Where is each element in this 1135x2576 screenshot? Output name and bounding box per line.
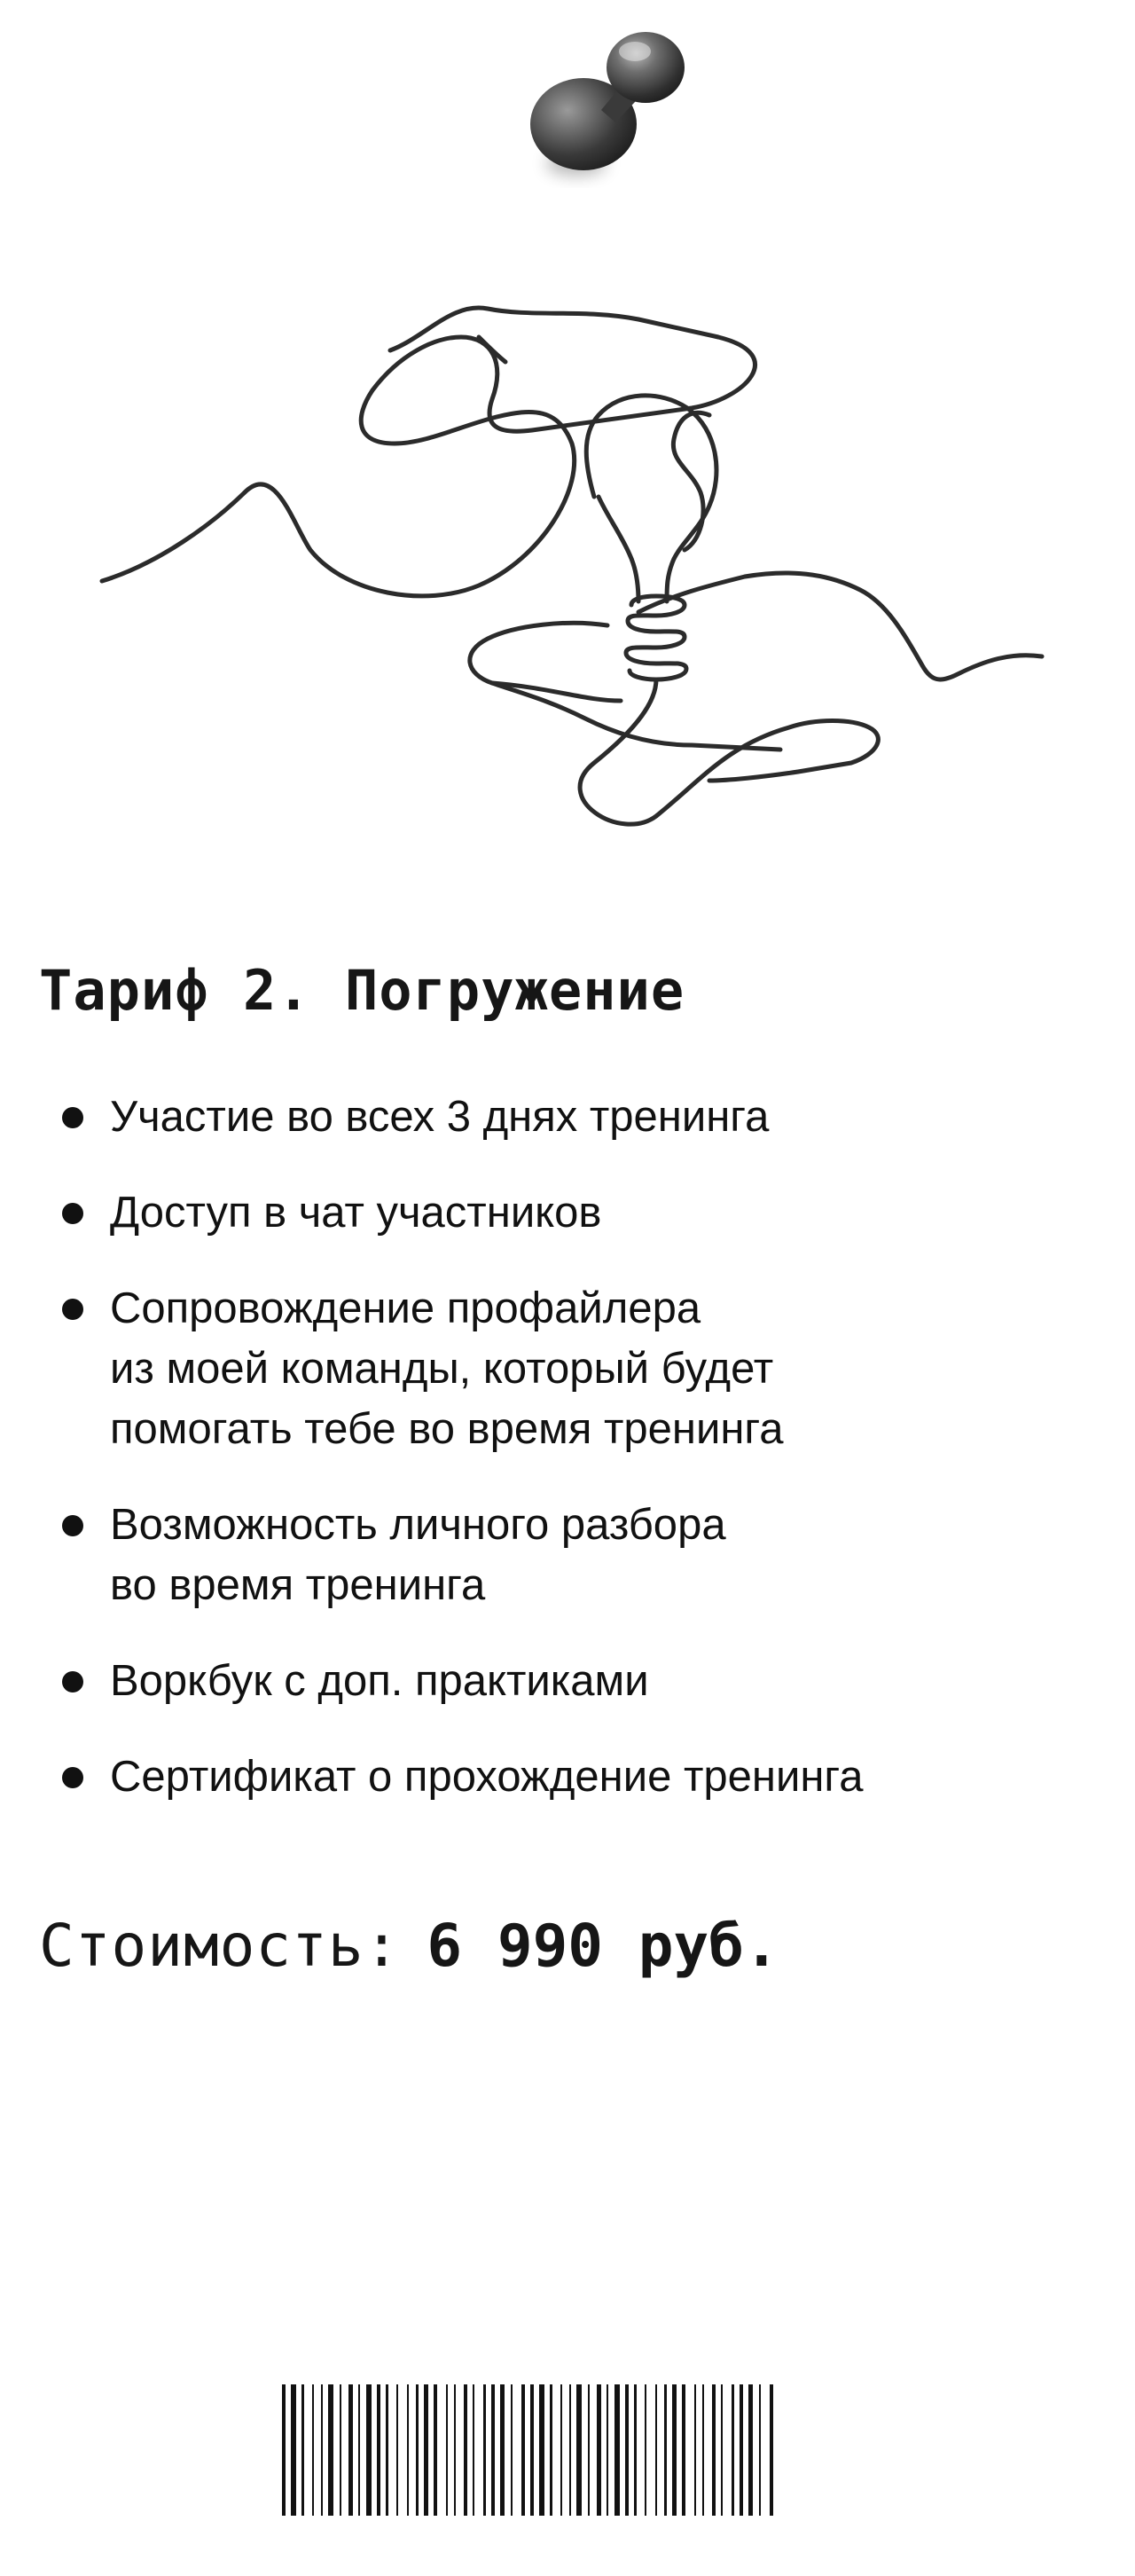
feature-text: Участие во всех 3 днях тренинга <box>110 1093 770 1141</box>
barcode-bar <box>672 2384 677 2516</box>
bullet-icon <box>62 1515 83 1536</box>
barcode-bar <box>434 2384 437 2516</box>
barcode-bar <box>645 2384 646 2516</box>
barcode-bar <box>634 2384 637 2516</box>
feature-text: Сопровождение профайлера из моей команды, который будет помогать тебе во время тренинга <box>110 1284 784 1453</box>
barcode-bar <box>446 2384 448 2516</box>
barcode-bar <box>291 2384 296 2516</box>
barcode-bar <box>340 2384 341 2516</box>
barcode-bar <box>655 2384 657 2516</box>
feature-item <box>62 1651 1108 1711</box>
price-value: 6 990 руб. <box>427 1912 779 1980</box>
barcode-bar <box>721 2384 723 2516</box>
barcode-bar <box>740 2384 743 2516</box>
barcode-bar <box>597 2384 601 2516</box>
barcode-bar <box>539 2384 544 2516</box>
barcode-bar <box>416 2384 419 2516</box>
barcode-bar <box>770 2384 773 2516</box>
barcode-bar <box>625 2384 629 2516</box>
bullet-icon <box>62 1299 83 1320</box>
barcode-bar <box>588 2384 590 2516</box>
barcode-bar <box>358 2384 360 2516</box>
barcode-bar <box>407 2384 409 2516</box>
barcode-bar <box>366 2384 372 2516</box>
barcode-bar <box>664 2384 667 2516</box>
barcode-bar <box>569 2384 571 2516</box>
bullet-icon <box>62 1671 83 1692</box>
barcode-bar <box>321 2384 323 2516</box>
bullet-icon <box>62 1203 83 1224</box>
feature-item <box>62 1182 1108 1243</box>
bullet-icon <box>62 1107 83 1128</box>
barcode-bar <box>712 2384 716 2516</box>
feature-text: Возможность личного разбора во время тренинга <box>110 1501 726 1609</box>
bullet-icon <box>62 1767 83 1788</box>
feature-text: Сертификат о прохождение тренинга <box>110 1753 864 1801</box>
feature-item <box>62 1495 1108 1615</box>
barcode-bar <box>454 2384 456 2516</box>
barcode-bar <box>607 2384 608 2516</box>
barcode-bar <box>530 2384 534 2516</box>
barcode-bar <box>491 2384 495 2516</box>
price-line <box>39 1912 779 1980</box>
barcode-bar <box>694 2384 696 2516</box>
barcode-bar <box>748 2384 753 2516</box>
barcode-bar <box>464 2384 467 2516</box>
barcode-bar <box>521 2384 525 2516</box>
feature-list <box>62 1087 1108 1842</box>
barcode-bar <box>732 2384 734 2516</box>
barcode-bar <box>424 2384 428 2516</box>
feature-text: Воркбук с доп. практиками <box>110 1657 649 1705</box>
barcode-bar <box>614 2384 620 2516</box>
barcode-bar <box>702 2384 704 2516</box>
barcode-bar <box>301 2384 304 2516</box>
barcode-bar <box>386 2384 388 2516</box>
barcode-bar <box>682 2384 685 2516</box>
push-pin-icon <box>523 12 709 190</box>
feature-text: Доступ в чат участников <box>110 1189 602 1237</box>
barcode-bar <box>550 2384 552 2516</box>
barcode-bar <box>576 2384 582 2516</box>
barcode-bar <box>282 2384 286 2516</box>
hands-lightbulb-illustration <box>89 284 1046 852</box>
price-label: Стоимость: <box>39 1912 401 1980</box>
barcode-bar <box>312 2384 314 2516</box>
feature-item <box>62 1747 1108 1807</box>
barcode-bar <box>759 2384 761 2516</box>
barcode-bar <box>328 2384 333 2516</box>
barcode-bar <box>560 2384 562 2516</box>
barcode-icon <box>282 2384 853 2516</box>
barcode-bar <box>348 2384 353 2516</box>
feature-item <box>62 1087 1108 1147</box>
feature-item <box>62 1278 1108 1459</box>
barcode-bar <box>500 2384 505 2516</box>
barcode-bar <box>473 2384 474 2516</box>
barcode-bar <box>377 2384 380 2516</box>
barcode-bar <box>511 2384 513 2516</box>
barcode-bar <box>396 2384 398 2516</box>
barcode-bar <box>483 2384 486 2516</box>
tariff-title: Тариф 2. Погружение <box>39 958 685 1023</box>
